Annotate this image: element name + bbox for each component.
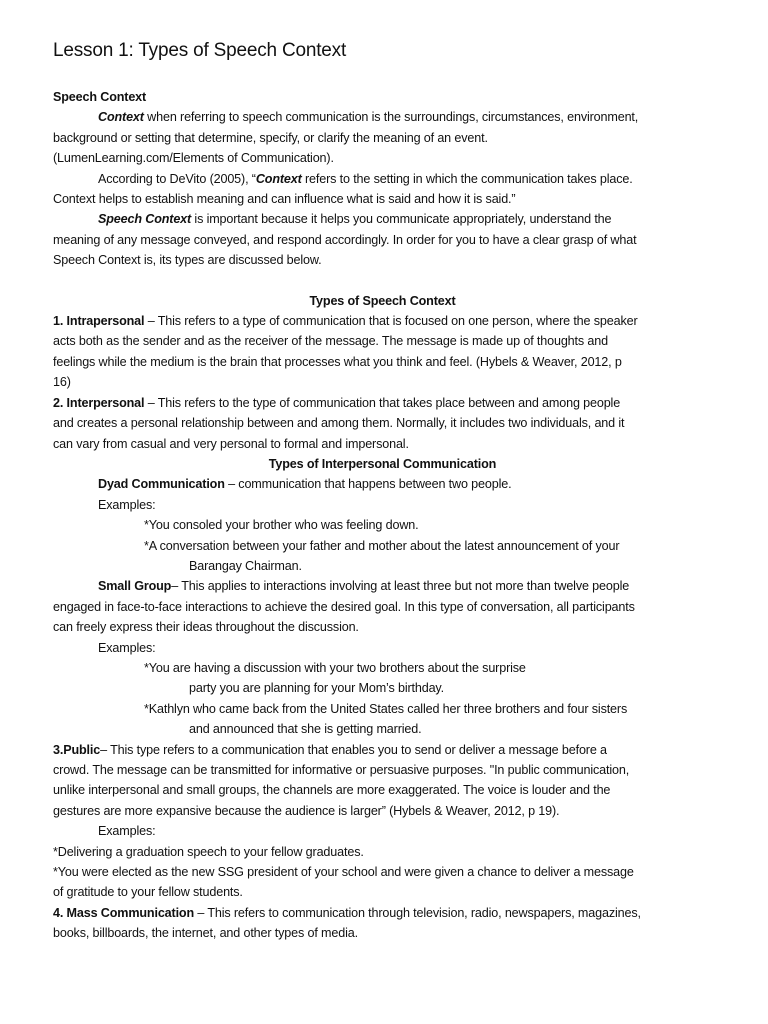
lesson-title: Lesson 1: Types of Speech Context xyxy=(53,40,347,61)
mass-line-1 xyxy=(53,903,712,923)
public-line-4: gestures are more expansive because the audience is larger” (Hybels & Weaver, 2012, p 19). xyxy=(53,803,560,818)
public-line-1 xyxy=(53,740,712,760)
mass-text: – This refers to communication through television, radio, newspapers, magazines, xyxy=(194,905,641,920)
devito-line-1 xyxy=(53,169,712,189)
devito-citation: According to DeVito (2005), “ xyxy=(98,171,256,186)
mass-label: 4. Mass Communication xyxy=(53,905,195,920)
interpersonal-types-heading: Types of Interpersonal Communication xyxy=(268,456,497,471)
intrapersonal-label: 1. Intrapersonal xyxy=(53,314,145,329)
dyad-line-1 xyxy=(53,474,712,494)
dyad-label: Dyad Communication xyxy=(98,477,225,492)
speech-context-term: Speech Context xyxy=(98,212,192,227)
small-group-line-1 xyxy=(53,576,712,596)
small-group-examples-label: Examples: xyxy=(98,640,156,655)
public-text: – This type refers to a communication that enables you to send or deliver a message before a xyxy=(100,742,607,757)
small-group-example-2-line-2: and announced that she is getting married. xyxy=(189,722,422,737)
public-line-3: unlike interpersonal and small groups, the channels are more exaggerated. The voice is louder and the xyxy=(53,783,611,798)
small-group-line-2: engaged in face-to-face interactions to achieve the desired goal. In this type of conversation, all participants xyxy=(53,599,635,614)
context-definition-line-1 xyxy=(53,107,712,127)
small-group-label: Small Group xyxy=(98,579,172,594)
mass-line-2: books, billboards, the internet, and other types of media. xyxy=(53,926,358,941)
importance-line-1 xyxy=(53,209,712,229)
public-example-2-line-1: *You were elected as the new SSG president of your school and were given a chance to deliver a message xyxy=(53,865,634,880)
interpersonal-line-3: can vary from casual and very personal to formal and impersonal. xyxy=(53,436,409,451)
intrapersonal-line-2: acts both as the sender and as the receiver of the message. The message is made up of thoughts and xyxy=(53,334,608,349)
document-body xyxy=(53,87,712,944)
dyad-example-1: *You consoled your brother who was feeling down. xyxy=(144,518,419,533)
intrapersonal-text: – This refers to a type of communication that is focused on one person, where the speaker xyxy=(144,314,638,329)
importance-line-2: meaning of any message conveyed, and respond accordingly. In order for you to have a clear grasp of what xyxy=(53,232,637,247)
importance-line-3: Speech Context is, its types are discussed below. xyxy=(53,253,322,268)
devito-context-term: Context xyxy=(255,171,302,186)
importance-text: is important because it helps you communicate appropriately, understand the xyxy=(191,212,612,227)
intrapersonal-line-4: 16) xyxy=(53,375,71,390)
spacer xyxy=(53,271,712,291)
public-label: 3.Public xyxy=(53,742,101,757)
types-heading: Types of Speech Context xyxy=(309,293,456,308)
intrapersonal-line-3: feelings while the medium is the brain that processes what you think and feel. (Hybels & Weaver, 2012, p xyxy=(53,354,622,369)
interpersonal-line-2: and creates a personal relationship between and among them. Normally, it includes two individuals, and it xyxy=(53,416,625,431)
public-example-1: *Delivering a graduation speech to your fellow graduates. xyxy=(53,844,364,859)
small-group-example-2-line-1: *Kathlyn who came back from the United States called her three brothers and four sisters xyxy=(144,701,628,716)
dyad-examples-label: Examples: xyxy=(98,497,156,512)
devito-line-2: Context helps to establish meaning and can influence what is said and how it is said.” xyxy=(53,192,516,207)
speech-context-heading: Speech Context xyxy=(53,90,147,104)
public-examples-label: Examples: xyxy=(98,824,156,839)
context-definition-text: when referring to speech communication is the surroundings, circumstances, environment, xyxy=(143,110,639,125)
intrapersonal-line-1 xyxy=(53,311,712,331)
dyad-example-2-line-1: *A conversation between your father and mother about the latest announcement of your xyxy=(144,538,620,553)
interpersonal-text: – This refers to the type of communication that takes place between and among people xyxy=(144,395,621,410)
dyad-example-2-line-2: Barangay Chairman. xyxy=(189,558,302,573)
interpersonal-line-1 xyxy=(53,393,712,413)
public-example-2-line-2: of gratitude to your fellow students. xyxy=(53,885,243,900)
dyad-text: – communication that happens between two people. xyxy=(224,477,512,492)
small-group-line-3: can freely express their ideas throughout the discussion. xyxy=(53,620,359,635)
small-group-example-1-line-1: *You are having a discussion with your two brothers about the surprise xyxy=(144,660,526,675)
small-group-example-1-line-2: party you are planning for your Mom’s birthday. xyxy=(189,681,444,696)
context-definition-line-2: background or setting that determine, specify, or clarify the meaning of an event. xyxy=(53,130,488,145)
public-line-2: crowd. The message can be transmitted for informative or persuasive purposes. "In public communication, xyxy=(53,763,630,777)
context-definition-line-3: (LumenLearning.com/Elements of Communication). xyxy=(53,151,334,166)
devito-text: refers to the setting in which the communication takes place. xyxy=(301,171,633,186)
context-term: Context xyxy=(98,110,144,125)
small-group-text: – This applies to interactions involving at least three but not more than twelve people xyxy=(171,579,630,594)
interpersonal-label: 2. Interpersonal xyxy=(53,395,145,410)
